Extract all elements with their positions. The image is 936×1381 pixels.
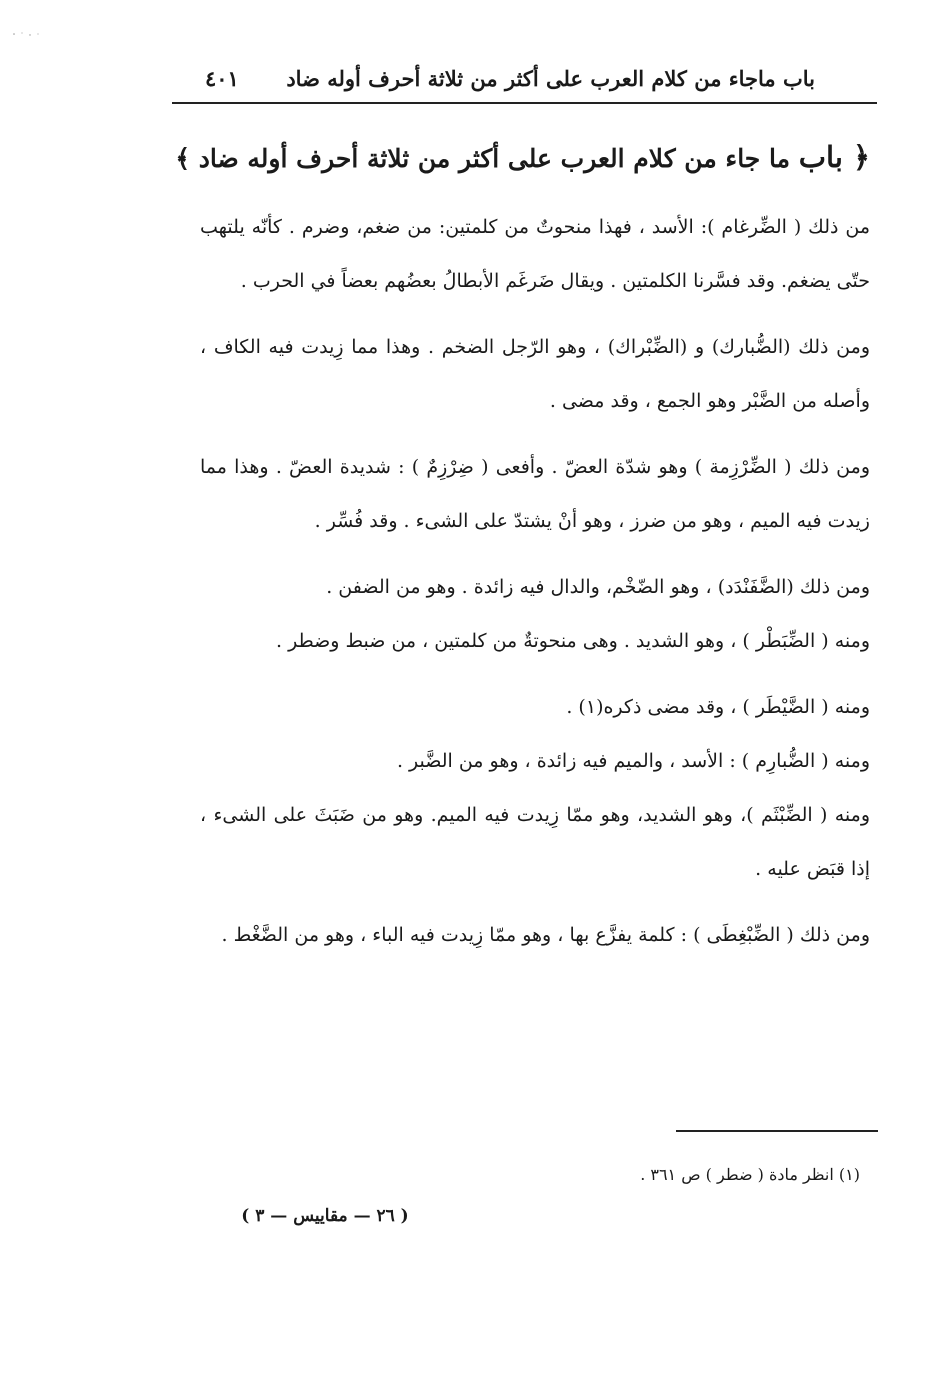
footnote-rule [676,1130,878,1132]
paragraph: ومن ذلك (الضُّبارك) و (الضِّبْراك) ، وهو الرّجل الضخم . وهذا مما زِيدت فيه الكاف ، وأصله من الضَّبْر وهو الجمع ، وقد مضى . [200,336,870,412]
chapter-title [175,140,870,174]
body-text [200,200,870,974]
paragraph: ومن ذلك (الضَّفَنْدَد) ، وهو الضّخْم، والدال فيه زائدة . وهو من الضفن . [326,576,870,598]
paragraph: من ذلك ( الضِّرغام ): الأسد ، فهذا منحوتٌ من كلمتين: من ضغم، وضرم . كأنّه يلتهب حتّى يضغم. وقد فسَّرنا الكلمتين . ويقال ضَرغَم الأبطالُ بعضُهم بعضاً في الحرب . [200,216,870,292]
scan-speck [8,30,48,38]
running-head [205,58,815,98]
chapter-title-first-word: ﴿ باب [798,140,870,174]
paragraph: ومنه ( الضَّيْطَر ) ، وقد مضى ذكره(١) . [566,696,870,718]
chapter-title-rest: ما جاء من كلام العرب على أكثر من ثلاثة أحرف أوله ضاد ﴾ [175,144,790,173]
paragraph: ومن ذلك ( الضِّبْغِطَى ) : كلمة يفزَّع بها ، وهو ممّا زِيدت فيه الباء ، وهو من الضَّغْط . [221,924,870,946]
paragraph: ومنه ( الضِّبَطْر ) ، وهو الشديد . وهى منحوتةٌ من كلمتين ، من ضبط وضطر . [276,630,870,652]
paragraph: ومنه ( الضُّبارِم ) : الأسد ، والميم فيه زائدة ، وهو من الضَّبر . [396,750,870,772]
paragraph: ومنه ( الضِّبْثَم )، وهو الشديد، وهو ممّا زِيدت فيه الميم. وهو من ضَبَثَ على الشىء ، إذا قبَض عليه . [200,804,870,880]
header-rule [172,102,877,104]
paragraph: ومن ذلك ( الضِّرْزِمة ) وهو شدّة العضّ . وأفعى ( ضِرْزِمٌ ) : شديدة العضّ . وهذا مما زيدت فيه الميم ، وهو من ضرز ، وهو أنْ يشتدّ على الشىء . وقد فُسِّر . [200,456,870,532]
footnote: (١) انظر مادة ( ضطر ) ص ٣٦١ . [640,1165,860,1184]
running-head-title: باب ماجاء من كلام العرب على أكثر من ثلاثة أحرف أوله ضاد [286,65,815,91]
page-number: ٤٠١ [205,65,239,91]
signature-mark: ( ٢٦ — مقاييس — ٣ ) [241,1206,409,1226]
